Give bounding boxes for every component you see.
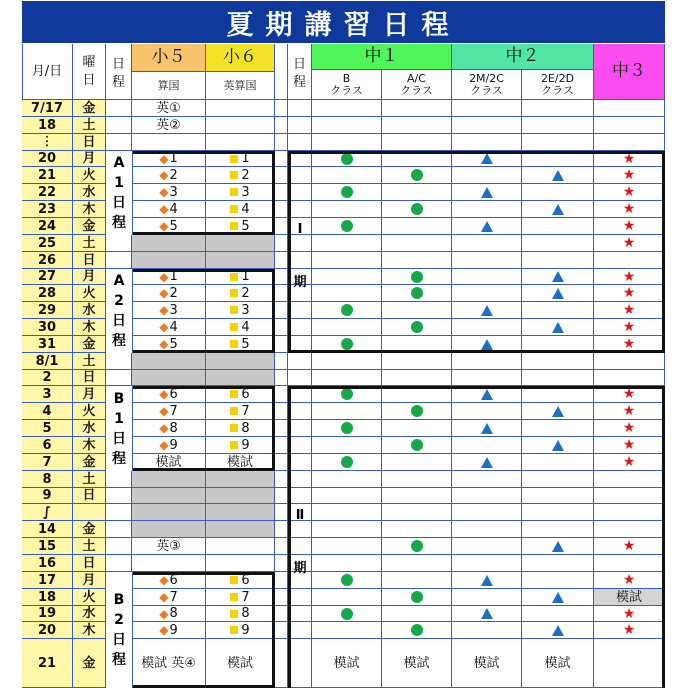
lesson-number-visible: 9 — [241, 437, 250, 453]
row-naka2-2m2c — [452, 353, 522, 370]
row-date: 30 — [22, 319, 73, 336]
row-grade6 — [206, 134, 275, 151]
lesson-number-visible: 9 — [169, 622, 178, 638]
row-weekday: 日 — [73, 252, 106, 269]
lesson-number-visible: 6 — [169, 386, 178, 402]
orange-diamond-icon: ◆ — [159, 606, 169, 621]
row-naka2-2m2c — [452, 370, 522, 386]
row-schedule-left — [106, 235, 132, 252]
row-grade6 — [206, 353, 275, 370]
row-gap — [275, 555, 288, 572]
orange-diamond-icon: ◆ — [159, 404, 169, 418]
row-grade6 — [206, 538, 275, 555]
lesson-number-visible: 3 — [169, 184, 178, 200]
red-star-icon: ★ — [622, 386, 636, 402]
row-schedule-left — [106, 370, 132, 386]
lesson-number-visible: 5 — [169, 218, 178, 234]
row-gap — [275, 420, 288, 437]
orange-diamond-icon: ◆ — [159, 573, 169, 587]
row-grade6 — [206, 100, 275, 117]
row-date: 4 — [22, 403, 73, 420]
row-date: 20 — [22, 622, 73, 639]
row-schedule-left — [106, 353, 132, 370]
row-naka1-b — [312, 100, 382, 117]
orange-diamond-icon: ◆ — [159, 219, 169, 233]
row-gap — [275, 117, 288, 134]
lesson-number-visible: 6 — [169, 572, 178, 588]
row-gap — [275, 319, 288, 336]
row-weekday: 木 — [73, 319, 106, 336]
row-gap — [275, 639, 288, 688]
row-date: 7 — [22, 454, 73, 471]
row-date: 21 — [22, 639, 73, 688]
period-2-label: Ⅱ — [295, 507, 305, 523]
row-gap — [275, 353, 288, 370]
lesson-number-visible: 5 — [169, 336, 178, 352]
row-gap — [275, 454, 288, 471]
row-gap — [275, 504, 288, 521]
row-naka3 — [594, 370, 665, 386]
lesson-number-visible: 1 — [169, 269, 178, 284]
red-star-icon: ★ — [622, 538, 636, 554]
row-naka3 — [594, 353, 665, 370]
red-star-icon: ★ — [622, 437, 636, 453]
lesson-number-visible: 4 — [241, 201, 250, 217]
row-weekday: 日 — [73, 488, 106, 504]
lesson-number-visible: 4 — [169, 319, 178, 335]
row-weekday: 木 — [73, 437, 106, 454]
header-schedule-right: 日 程 — [288, 44, 312, 100]
schedule-block-label: B 2 日 程 — [106, 572, 133, 688]
row-gap — [275, 622, 288, 639]
row-date: 29 — [22, 302, 73, 319]
row-weekday: 水 — [73, 184, 106, 201]
lesson-number-visible: 3 — [241, 302, 250, 318]
row-gap — [275, 521, 288, 538]
row-grade5 — [132, 504, 206, 521]
row-naka2-2m2c — [452, 100, 522, 117]
row-naka2-2e2d — [522, 370, 594, 386]
lesson-number-visible: 8 — [169, 606, 178, 621]
row-gap — [275, 488, 288, 504]
row-weekday: 金 — [73, 639, 106, 688]
period-1-suffix: 期 — [293, 274, 307, 290]
row-weekday: 土 — [73, 235, 106, 252]
orange-diamond-icon: ◆ — [159, 151, 169, 166]
row-gap — [275, 252, 288, 269]
row-grade6 — [206, 504, 275, 521]
row-weekday: 火 — [73, 167, 106, 184]
orange-diamond-icon: ◆ — [159, 269, 169, 284]
row-weekday — [73, 504, 106, 521]
row-naka1-b — [312, 370, 382, 386]
row-weekday: 木 — [73, 201, 106, 218]
lesson-number-visible: 4 — [241, 319, 250, 335]
row-grade6 — [206, 471, 275, 488]
header-naka2-2e2d-class: 2E/2D クラス — [522, 70, 594, 100]
row-naka2-2m2c — [452, 134, 522, 151]
row-schedule-right — [288, 134, 312, 151]
row-date: 3 — [22, 386, 73, 403]
lesson-text: 英② — [156, 117, 181, 133]
row-weekday: 土 — [73, 538, 106, 555]
schedule-block-label: A 1 日 程 — [106, 151, 133, 235]
row-weekday: 日 — [73, 555, 106, 572]
row-grade5 — [132, 353, 206, 370]
row-weekday: 水 — [73, 606, 106, 622]
row-gap — [275, 100, 288, 117]
lesson-text: 英③ — [156, 538, 181, 554]
row-naka3 — [594, 100, 665, 117]
red-star-icon: ★ — [622, 167, 636, 183]
orange-diamond-icon: ◆ — [159, 421, 169, 435]
orange-diamond-icon: ◆ — [159, 438, 169, 452]
lesson-number-visible: 3 — [169, 302, 178, 318]
row-schedule-left — [106, 117, 132, 134]
cell-label: 模試 — [403, 655, 430, 671]
row-gap — [275, 386, 288, 403]
header-grade6: 小６ — [206, 44, 275, 72]
row-gap — [275, 572, 288, 589]
header-grade5: 小５ — [132, 44, 206, 72]
row-schedule-left — [106, 538, 132, 555]
red-star-icon: ★ — [622, 218, 636, 234]
lesson-number-visible: 1 — [169, 151, 178, 166]
row-date: 6 — [22, 437, 73, 454]
row-schedule-right — [288, 117, 312, 134]
red-star-icon: ★ — [622, 235, 636, 251]
period-1-outline — [288, 151, 665, 353]
row-grade6 — [206, 252, 275, 269]
lesson-text: 模試 — [226, 655, 253, 671]
red-star-icon: ★ — [622, 201, 636, 217]
row-grade5 — [132, 100, 206, 117]
row-naka2-2e2d — [522, 353, 594, 370]
row-weekday: 金 — [73, 454, 106, 471]
lesson-number-visible: 2 — [241, 285, 250, 301]
row-weekday: 日 — [73, 370, 106, 386]
row-weekday: 火 — [73, 285, 106, 302]
row-gap — [275, 201, 288, 218]
row-date: 7/17 — [22, 100, 73, 117]
row-grade5 — [132, 252, 206, 269]
row-naka1-ac — [382, 100, 452, 117]
orange-diamond-icon: ◆ — [159, 303, 169, 317]
row-grade6 — [206, 117, 275, 134]
header-weekday: 曜 日 — [73, 44, 106, 100]
row-grade5 — [132, 370, 206, 386]
lesson-number-visible: 2 — [169, 167, 178, 183]
row-date: ∫ — [22, 504, 73, 521]
header-date: 月/日 — [22, 44, 73, 100]
row-schedule-left — [106, 555, 132, 572]
row-grade5 — [132, 538, 206, 555]
row-grade5 — [132, 488, 206, 504]
orange-diamond-icon: ◆ — [159, 590, 169, 604]
row-naka1-ac — [382, 370, 452, 386]
row-schedule-right — [288, 100, 312, 117]
row-gap — [275, 336, 288, 353]
row-weekday: 月 — [73, 269, 106, 285]
red-star-icon: ★ — [622, 403, 636, 419]
page-title: 夏期講習日程 — [22, 1, 665, 43]
lesson-number-visible: 8 — [241, 606, 250, 621]
row-gap — [275, 218, 288, 235]
schedule-block-label: A 2 日 程 — [106, 269, 133, 353]
row-gap — [275, 437, 288, 454]
row-weekday: 土 — [73, 471, 106, 488]
row-date: 17 — [22, 572, 73, 589]
row-gap — [275, 302, 288, 319]
header-naka1-b-class: B クラス — [312, 70, 382, 100]
lesson-text: 英① — [156, 100, 181, 116]
period-1-label: Ⅰ — [297, 221, 303, 237]
orange-diamond-icon: ◆ — [159, 286, 169, 300]
row-weekday: 日 — [73, 134, 106, 151]
row-date: 25 — [22, 235, 73, 252]
row-gap — [275, 167, 288, 184]
red-star-icon: ★ — [622, 622, 636, 638]
row-date: 15 — [22, 538, 73, 555]
row-schedule-left — [106, 471, 132, 488]
row-date: 24 — [22, 218, 73, 235]
row-naka2-2e2d — [522, 100, 594, 117]
orange-diamond-icon: ◆ — [159, 337, 169, 351]
row-date: 28 — [22, 285, 73, 302]
row-grade5 — [132, 555, 206, 572]
lesson-number-visible: 1 — [241, 269, 250, 284]
row-date: 31 — [22, 336, 73, 353]
cell-label: 模試 — [333, 655, 360, 671]
row-date: 14 — [22, 521, 73, 538]
row-naka1-b — [312, 117, 382, 134]
header-naka2-2m2c-class: 2M/2C クラス — [452, 70, 522, 100]
orange-diamond-icon: ◆ — [159, 623, 169, 637]
red-star-icon: ★ — [622, 606, 636, 622]
lesson-number-visible: 6 — [241, 572, 250, 588]
red-star-icon: ★ — [622, 302, 636, 318]
orange-diamond-icon: ◆ — [159, 202, 169, 216]
row-gap — [275, 184, 288, 201]
lesson-number-visible: 9 — [241, 622, 250, 638]
row-gap — [275, 235, 288, 252]
row-naka1-b — [312, 353, 382, 370]
cell-label: 模試 — [473, 655, 500, 671]
red-star-icon: ★ — [622, 151, 636, 167]
header-naka2: 中２ — [452, 44, 594, 70]
row-grade6 — [206, 488, 275, 504]
row-gap — [275, 151, 288, 167]
row-naka2-2e2d — [522, 134, 594, 151]
row-naka1-b — [312, 134, 382, 151]
row-gap — [275, 538, 288, 555]
row-naka3 — [594, 117, 665, 134]
row-date: 27 — [22, 269, 73, 285]
row-date: ︙ — [22, 134, 73, 151]
row-weekday: 金 — [73, 218, 106, 235]
lesson-label — [156, 102, 181, 115]
lesson-number-visible: 7 — [241, 403, 250, 419]
row-date: 2 — [22, 370, 73, 386]
row-date: 23 — [22, 201, 73, 218]
red-star-icon: ★ — [622, 336, 636, 352]
row-weekday: 水 — [73, 420, 106, 437]
header-schedule-left: 日 程 — [106, 44, 132, 100]
row-gap — [275, 269, 288, 285]
lesson-text: 模試 英④ — [141, 655, 196, 671]
header-grade5-subjects: 算国 — [132, 72, 206, 100]
orange-diamond-icon: ◆ — [159, 320, 169, 334]
row-weekday: 月 — [73, 572, 106, 589]
lesson-number-visible: 2 — [241, 167, 250, 183]
row-weekday: 月 — [73, 386, 106, 403]
row-schedule-left — [106, 100, 132, 117]
header-naka1: 中１ — [312, 44, 452, 70]
lesson-number-visible: 6 — [241, 386, 250, 402]
row-schedule-right — [288, 370, 312, 386]
row-date: 5 — [22, 420, 73, 437]
red-star-icon: ★ — [622, 420, 636, 436]
lesson-number-visible: 9 — [169, 437, 178, 453]
row-naka1-ac — [382, 353, 452, 370]
row-grade5 — [132, 471, 206, 488]
row-date: 9 — [22, 488, 73, 504]
row-weekday: 金 — [73, 521, 106, 538]
lesson-number-visible: 7 — [169, 403, 178, 419]
row-grade6 — [206, 521, 275, 538]
row-weekday: 金 — [73, 100, 106, 117]
header-gap — [275, 44, 288, 100]
row-date: 8 — [22, 471, 73, 488]
red-star-icon: ★ — [622, 285, 636, 301]
header-naka1-ac-class: A/C クラス — [382, 70, 452, 100]
lesson-text: 模試 — [226, 454, 253, 470]
lesson-number-visible: 2 — [169, 285, 178, 301]
row-date: 8/1 — [22, 353, 73, 370]
row-weekday: 土 — [73, 353, 106, 370]
row-date: 18 — [22, 117, 73, 134]
row-date: 16 — [22, 555, 73, 572]
orange-diamond-icon: ◆ — [159, 185, 169, 199]
row-schedule-left — [106, 488, 132, 504]
row-date: 19 — [22, 606, 73, 622]
row-weekday: 火 — [73, 589, 106, 606]
row-gap — [275, 606, 288, 622]
row-grade6 — [206, 235, 275, 252]
lesson-number-visible: 7 — [241, 589, 250, 605]
row-naka1-ac — [382, 117, 452, 134]
lesson-number-visible: 5 — [241, 218, 250, 234]
row-schedule-right — [288, 353, 312, 370]
red-star-icon: ★ — [622, 319, 636, 335]
orange-diamond-icon: ◆ — [159, 168, 169, 182]
row-grade5 — [132, 117, 206, 134]
cell-label: 模試 — [544, 655, 571, 671]
lesson-number-visible: 7 — [169, 589, 178, 605]
row-gap — [275, 370, 288, 386]
row-gap — [275, 134, 288, 151]
row-grade6 — [206, 370, 275, 386]
row-gap — [275, 589, 288, 606]
lesson-number-visible: 1 — [241, 151, 250, 166]
header-grade6-subjects: 英算国 — [206, 72, 275, 100]
lesson-text: 模試 — [155, 454, 182, 470]
row-weekday: 月 — [73, 151, 106, 167]
row-weekday: 火 — [73, 403, 106, 420]
row-weekday: 土 — [73, 117, 106, 134]
row-schedule-left — [106, 521, 132, 538]
lesson-number-visible: 4 — [169, 201, 178, 217]
lesson-number-visible: 8 — [169, 420, 178, 436]
row-date: 21 — [22, 167, 73, 184]
row-grade6 — [206, 555, 275, 572]
row-naka2-2m2c — [452, 117, 522, 134]
row-naka2-2e2d — [522, 117, 594, 134]
row-date: 18 — [22, 589, 73, 606]
row-weekday: 水 — [73, 302, 106, 319]
lesson-number-visible: 8 — [241, 420, 250, 436]
row-gap — [275, 403, 288, 420]
row-grade5 — [132, 134, 206, 151]
red-star-icon: ★ — [622, 269, 636, 285]
period-2-suffix: 期 — [293, 560, 307, 576]
schedule-block-label: B 1 日 程 — [106, 386, 133, 471]
cell-label: 模試 — [615, 589, 642, 605]
row-weekday: 金 — [73, 336, 106, 353]
row-schedule-left — [106, 252, 132, 269]
row-naka3 — [594, 134, 665, 151]
lesson-number-visible: 5 — [241, 336, 250, 352]
row-grade5 — [132, 521, 206, 538]
orange-diamond-icon: ◆ — [159, 387, 169, 401]
row-gap — [275, 285, 288, 302]
row-gap — [275, 471, 288, 488]
row-date: 22 — [22, 184, 73, 201]
lesson-label — [156, 540, 181, 553]
red-star-icon: ★ — [622, 572, 636, 588]
row-schedule-left — [106, 504, 132, 521]
header-naka3: 中３ — [594, 44, 665, 100]
row-grade5 — [132, 235, 206, 252]
row-naka1-ac — [382, 134, 452, 151]
row-date: 20 — [22, 151, 73, 167]
row-schedule-left — [106, 134, 132, 151]
period-2-outline — [288, 386, 665, 688]
row-weekday: 木 — [73, 622, 106, 639]
row-date: 26 — [22, 252, 73, 269]
red-star-icon: ★ — [622, 184, 636, 200]
red-star-icon: ★ — [622, 454, 636, 470]
lesson-number-visible: 3 — [241, 184, 250, 200]
lesson-label — [156, 119, 181, 132]
